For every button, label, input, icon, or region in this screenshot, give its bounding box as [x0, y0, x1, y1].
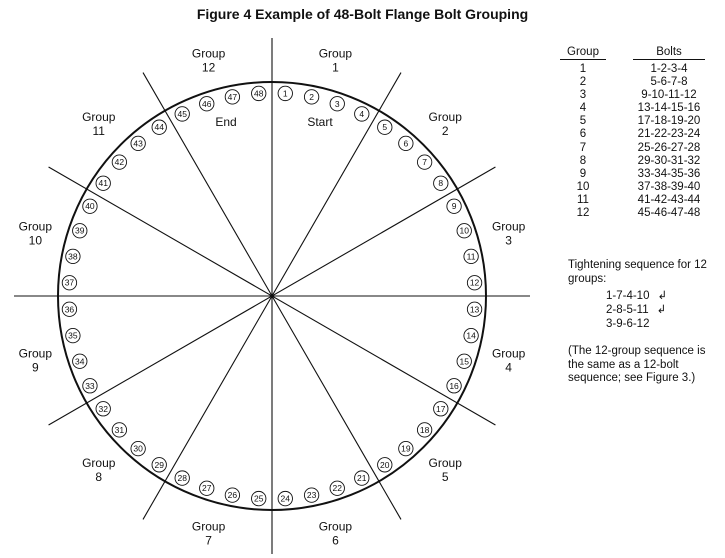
bolt-number: 1: [282, 88, 288, 99]
group-label-word: Group: [428, 109, 462, 124]
group-label: [429, 110, 463, 138]
group-label-word: Group: [491, 346, 526, 361]
bolt: [304, 488, 318, 502]
group-label-word: Group: [428, 456, 462, 471]
group-label-word: Group: [191, 46, 226, 61]
bolt: [467, 302, 481, 316]
group-label-word: Group: [191, 519, 226, 534]
bolt-number: 11: [466, 251, 476, 262]
table-header: [560, 46, 710, 63]
bolt: [252, 491, 266, 505]
sequence-line: [606, 304, 720, 318]
bolt-number: 26: [227, 490, 238, 501]
bolt: [278, 86, 292, 100]
bolts-cell: 17-18-19-20: [637, 115, 701, 128]
bolt-number: 2: [309, 91, 314, 102]
bolt: [225, 90, 239, 104]
bolt: [83, 379, 97, 393]
group-column-header: Group: [560, 46, 606, 60]
table-row: [560, 194, 710, 207]
bolt: [378, 120, 392, 134]
bolt-number: 39: [75, 225, 85, 236]
bolt: [330, 97, 344, 111]
sequence-line-text: 2-8-5-11: [606, 304, 649, 316]
group-label-number: 8: [95, 470, 103, 485]
group-number-cell: 5: [579, 115, 587, 128]
bolt-number: 42: [114, 157, 125, 168]
bolt-number: 45: [177, 108, 187, 119]
table-body: [560, 63, 710, 220]
bolt: [457, 224, 471, 238]
group-number-cell: 7: [579, 141, 587, 154]
group-label-number: 5: [441, 470, 449, 485]
bolt-number: 41: [98, 178, 108, 189]
bolt-number: 40: [85, 201, 95, 212]
bolt-number: 15: [459, 356, 469, 367]
group-number-cell: 12: [576, 207, 590, 220]
bolt: [200, 481, 214, 495]
bolt: [467, 276, 481, 290]
group-label: [192, 46, 226, 74]
bolt-number: 38: [68, 251, 78, 262]
table-row: [560, 142, 710, 155]
group-label: [492, 346, 526, 374]
return-arrow-icon: ↲: [657, 290, 668, 302]
group-label: [319, 46, 353, 74]
table-row: [560, 155, 710, 168]
group-label: [82, 110, 116, 138]
group-label-number: 6: [332, 533, 339, 548]
group-label: [82, 456, 116, 484]
group-number-cell: 3: [579, 89, 587, 102]
bolt-number: 6: [403, 138, 409, 149]
bolt-number: 8: [438, 178, 444, 189]
group-number-cell: 8: [579, 154, 587, 167]
end-label: End: [215, 115, 237, 129]
group-label-number: 12: [201, 60, 216, 75]
bolt-number: 4: [359, 108, 365, 119]
bolt-number: 27: [202, 483, 212, 494]
bolt-number: 12: [469, 277, 480, 288]
table-row: [560, 115, 710, 128]
bolt: [96, 176, 110, 190]
table-row: [560, 181, 710, 194]
group-label-word: Group: [491, 219, 526, 234]
bolt-number: 22: [332, 483, 342, 494]
bolt-number: 44: [154, 122, 164, 133]
bolt: [175, 107, 189, 121]
bolt: [252, 86, 266, 100]
group-label-number: 1: [332, 60, 339, 75]
sequence-line-text: 3-9-6-12: [606, 318, 650, 330]
bolt: [434, 402, 448, 416]
bolt: [464, 328, 478, 342]
table-row: [560, 63, 710, 76]
group-label-word: Group: [18, 219, 53, 234]
bolt-number: 37: [64, 277, 75, 288]
table-row: [560, 168, 710, 181]
group-number-cell: 6: [579, 128, 587, 141]
group-label: [192, 520, 226, 548]
bolt: [83, 199, 97, 213]
bolt: [112, 423, 126, 437]
bolt-number: 18: [419, 424, 430, 435]
bolts-cell: 41-42-43-44: [637, 193, 701, 206]
bolt: [447, 379, 461, 393]
group-number-cell: 1: [579, 63, 587, 75]
start-label: Start: [307, 115, 333, 129]
group-label-number: 9: [32, 360, 39, 375]
group-label-word: Group: [318, 46, 353, 61]
group-label: [429, 456, 463, 484]
sequence-line: [606, 318, 720, 332]
bolts-cell: 9-10-11-12: [641, 89, 697, 102]
bolt-number: 19: [401, 443, 411, 454]
bolt: [73, 224, 87, 238]
bolt-number: 16: [449, 380, 459, 391]
bolt-number: 5: [382, 122, 388, 133]
group-label: [19, 220, 53, 248]
bolt: [152, 458, 166, 472]
group-label: [19, 346, 53, 374]
bolt: [399, 136, 413, 150]
bolt: [112, 155, 126, 169]
bolt-number: 10: [459, 225, 469, 236]
bolt-number: 35: [68, 330, 78, 341]
table-row: [560, 76, 710, 89]
bolt-number: 13: [469, 304, 480, 315]
bolt: [73, 354, 87, 368]
bolts-cell: 25-26-27-28: [637, 141, 701, 154]
bolts-cell: 13-14-15-16: [637, 102, 701, 115]
figure-title: Figure 4 Example of 48-Bolt Flange Bolt Grouping: [196, 6, 529, 22]
bolt-number: 7: [422, 157, 427, 168]
bolt-number: 31: [114, 424, 125, 435]
bolt-number: 34: [75, 356, 85, 367]
bolt-number: 47: [227, 91, 238, 102]
bolt: [417, 155, 431, 169]
bolt: [66, 328, 80, 342]
group-label-word: Group: [82, 456, 116, 471]
group-label: [492, 220, 526, 248]
group-label-word: Group: [82, 109, 116, 124]
bolt-number: 43: [133, 138, 143, 149]
bolt-number: 21: [357, 473, 367, 484]
sequence-note: (The 12-group sequence is the same as a 12-bolt sequence; see Figure 3.): [568, 345, 706, 384]
bolt-number: 30: [133, 443, 143, 454]
bolt-number: 33: [85, 380, 95, 391]
bolt-number: 3: [334, 98, 340, 109]
bolt: [355, 107, 369, 121]
bolts-cell: 45-46-47-48: [637, 207, 701, 220]
group-label-number: 7: [205, 533, 212, 548]
bolt: [447, 199, 461, 213]
bolt: [399, 441, 413, 455]
bolt: [66, 249, 80, 263]
table-row: [560, 128, 710, 141]
group-label-word: Group: [318, 519, 353, 534]
bolts-cell: 33-34-35-36: [637, 167, 701, 180]
group-label: [319, 520, 353, 548]
bolt: [96, 402, 110, 416]
bolt: [175, 471, 189, 485]
bolt-number: 48: [253, 88, 264, 99]
bolt: [131, 136, 145, 150]
bolt-number: 28: [177, 473, 187, 484]
bolt: [62, 302, 76, 316]
table-row: [560, 207, 710, 220]
group-label-word: Group: [18, 346, 53, 361]
bolt-number: 17: [436, 403, 446, 414]
return-arrow-icon: ↲: [656, 304, 667, 316]
bolts-cell: 21-22-23-24: [637, 128, 701, 141]
bolt: [304, 90, 318, 104]
bolt-number: 46: [202, 98, 212, 109]
bolt-number: 25: [253, 493, 264, 504]
group-number-cell: 11: [577, 193, 589, 206]
bolt: [457, 354, 471, 368]
bolt-number: 36: [64, 304, 75, 315]
bolt: [152, 120, 166, 134]
table-row: [560, 102, 710, 115]
bolt: [434, 176, 448, 190]
group-number-cell: 2: [579, 76, 587, 89]
bolt: [278, 491, 292, 505]
bolt-number: 20: [380, 459, 390, 470]
bolt-number: 9: [451, 201, 457, 212]
bolt-number: 32: [98, 403, 108, 414]
bolt-number: 23: [306, 490, 317, 501]
group-number-cell: 10: [576, 180, 590, 193]
group-bolt-table: [560, 46, 710, 220]
bolt: [378, 458, 392, 472]
group-label-number: 11: [92, 123, 105, 138]
bolt: [225, 488, 239, 502]
table-row: [560, 89, 710, 102]
bolt-number: 24: [280, 493, 291, 504]
sequence-intro: Tightening sequence for 12 groups:: [568, 259, 707, 285]
group-label-number: 4: [505, 360, 512, 375]
bolt: [417, 423, 431, 437]
bolt-number: 29: [154, 459, 164, 470]
bolt-number: 14: [466, 330, 476, 341]
bolts-column-header: Bolts: [633, 46, 705, 60]
bolts-cell: 37-38-39-40: [637, 180, 701, 193]
group-number-cell: 9: [579, 167, 587, 180]
bolts-cell: 5-6-7-8: [650, 76, 688, 89]
sequence-line: [606, 290, 720, 304]
group-label-number: 10: [28, 233, 43, 248]
group-label-number: 3: [505, 233, 512, 248]
sequence-line-text: 1-7-4-10: [606, 290, 650, 302]
bolt: [62, 276, 76, 290]
bolt: [330, 481, 344, 495]
bolt: [464, 249, 478, 263]
bolts-cell: 1-2-3-4: [650, 63, 688, 75]
bolts-cell: 29-30-31-32: [637, 154, 701, 167]
group-number-cell: 4: [579, 102, 587, 115]
bolt: [200, 97, 214, 111]
bolt: [355, 471, 369, 485]
bolt: [131, 441, 145, 455]
group-label-number: 2: [441, 123, 449, 138]
tightening-sequence: [568, 259, 720, 332]
